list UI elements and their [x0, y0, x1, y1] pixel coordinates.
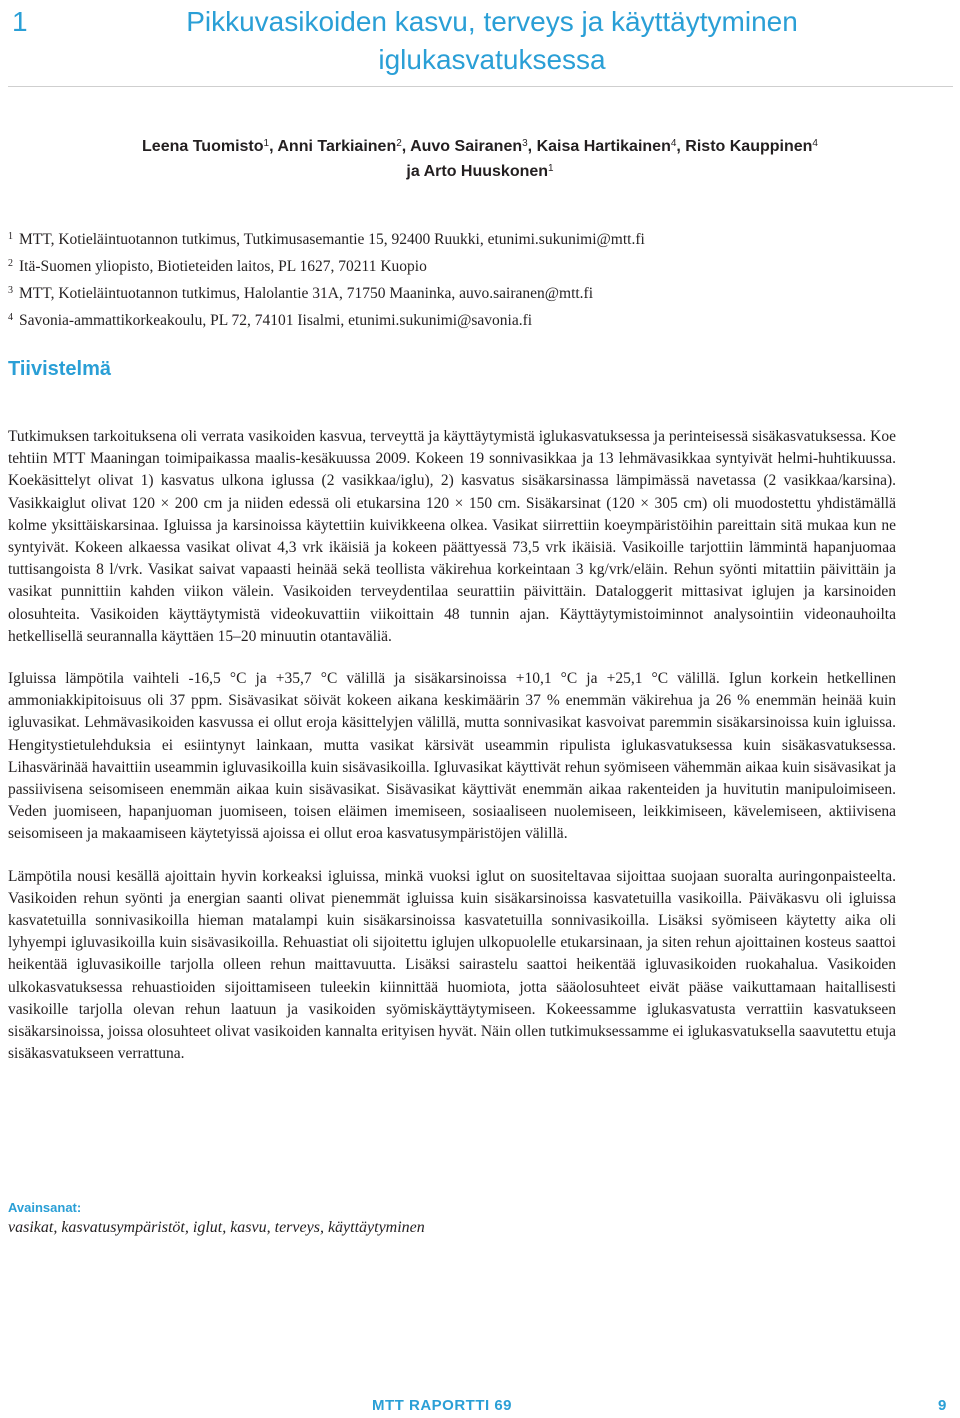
keywords-text: vasikat, kasvatusympäristöt, iglut, kasvu, terveys, käyttäytyminen: [8, 1219, 425, 1236]
affiliation-text: MTT, Kotieläintuotannon tutkimus, Tutkimusasemantie 15, 92400 Ruukki, etunimi.sukunimi@mtt.fi: [19, 231, 645, 248]
chapter-number: 1: [12, 6, 28, 37]
author-affiliation-mark: 3: [522, 138, 528, 149]
affiliation-item: [8, 306, 908, 333]
affiliation-item: [8, 252, 908, 279]
affiliation-item: [8, 279, 908, 306]
author-line-1: Leena Tuomisto$^1$, Anni Tarkiainen$^2$, Auvo Sairanen$^3$, Kaisa Hartikainen$^4$, Risto Kauppinen$^4$: [142, 138, 818, 155]
author-name: Leena Tuomisto: [142, 138, 264, 155]
footer-series-title: MTT RAPORTTI 69: [372, 1397, 513, 1414]
abstract-paragraph: Tutkimuksen tarkoituksena oli verrata vasikoiden kasvua, terveyttä ja käyttäytymistä iglukasvatuksessa ja perinteisessä sisäkasvatuksessa. Koe tehtiin MTT Maaningan toimipaikassa maalis-kesäkuussa 2009. Kokeen 19 sonnivasikkaa ja 13 lehmävasikkaa syntyivät helmi-huhtikuussa. Koekäsittelyt olivat 1) kasvatus ulkona iglussa (2 vasikkaa/iglu), 2) kasvatus sisäkarsinassa lämpimässä navetassa (2 vasikkaa/karsina). Vasikkaiglut olivat 120 × 200 cm ja niiden edessä oli etukarsina 120 × 150 cm. Sisäkarsinat (120 × 305 cm) oli muodostettu yhdistämällä kolme yksittäiskarsinaa. Igluissa ja karsinoissa käytettiin kuivikkeena olkea. Vasikat siirrettiin koeympäristöihin pareittain sitä mukaa kun ne syntyivät. Kokeen alkaessa vasikat olivat 4,3 vrk ikäisiä ja kokeen päättyessä 73,5 vrk ikäisiä. Vasikoille tarjottiin lämmintä hapanjuomaa tuttisangoista 8 l/vrk. Vasikat saivat vapaasti heinää sekä teollista väkirehua korkeintaan 3 kg/vrk/eläin. Rehun syönti mitattiin päivittäin ja vasikat punnittiin kahden viikon välein. Vasikoiden terveydentilaa seurattiin päivittäin. Dataloggerit mittasivat iglujen ja karsinoiden olosuhteita. Vasikoiden käyttäytymistä videokuvattiin viikoittain 48 tunnin ajan. Käyttäytymistoiminnot analysointiin videonauhoilta hetkellisellä seurannalla käyttäen 15–20 minuutin otantaväliä.: [8, 428, 896, 645]
affiliation-number: 1: [8, 231, 13, 242]
affiliation-text: Itä-Suomen yliopisto, Biotieteiden laitos, PL 1627, 70211 Kuopio: [19, 258, 427, 275]
author-name: Auvo Sairanen: [410, 138, 523, 155]
affiliation-item: [8, 225, 908, 252]
abstract-heading: Tiivistelmä: [8, 358, 112, 380]
author-affiliation-mark: 1: [548, 163, 554, 174]
author-list: [0, 133, 960, 183]
affiliation-text: MTT, Kotieläintuotannon tutkimus, Halolantie 31A, 71750 Maaninka, auvo.sairanen@mtt.fi: [19, 285, 594, 302]
keywords-label: Avainsanat:: [8, 1200, 82, 1215]
abstract-body: [8, 426, 896, 1085]
affiliation-number: 4: [8, 312, 13, 323]
author-affiliation-mark: 2: [396, 138, 402, 149]
author-name: Kaisa Hartikainen: [536, 138, 671, 155]
header-divider: [8, 86, 953, 87]
chapter-title-line-2: iglukasvatuksessa: [378, 44, 606, 75]
author-affiliation-mark: 4: [812, 138, 818, 149]
author-line-2: [0, 158, 960, 183]
abstract-paragraph: Lämpötila nousi kesällä ajoittain hyvin korkeaksi igluissa, minkä vuoksi iglut on suositeltavaa sijoittaa suojaan suoralta auringonpaisteelta. Vasikoiden rehun syönti ja energian saanti olivat pienemmät igluissa kuin sisäkarsinoissa kasvatetuilla vasikoilla. Päiväkasvu oli igluissa kasvatetuilla sonnivasikoilla hieman matalampi kuin sisäkarsinoissa kasvatetuilla sonnivasikoilla. Lisäksi syömiseen käytetty aika oli lyhyempi igluvasikoilla kuin sisävasikoilla. Rehuastiat oli sijoitettu iglujen ulkopuolelle etukarsinaan, ja siten rehun ajoittainen kosteus saattoi heikentää igluvasikoille tarjolla olleen rehun maittavuutta. Lisäksi sairastelu saattoi heikentää igluvasikoiden ruokahalua. Vasikoiden ulkokasvatuksessa rehuastioiden sijoittamiseen tuleekin kiinnittää huomiota, jotta sääolosuhteet eivät pääse vaikuttamaan haitallisesti vasikoille tarjolla olevan rehun laatuun ja vasikoiden syömiskäyttäytymiseen. Kokeessamme iglukasvatusta verrattiin kasvatukseen sisäkarsinoissa, joissa olosuhteet olivat vasikoiden kannalta erityisen hyvät. Näin ollen tutkimuksessamme ei iglukasvatuksella saavutettu etuja sisäkasvatukseen verrattuna.: [8, 867, 896, 1063]
affiliation-list: [8, 225, 908, 333]
chapter-title-line-1: Pikkuvasikoiden kasvu, terveys ja käyttäytyminen: [186, 6, 798, 37]
affiliation-number: 2: [8, 258, 13, 269]
author-name: Anni Tarkiainen: [277, 138, 397, 155]
abstract-paragraph: Igluissa lämpötila vaihteli -16,5 °C ja +35,7 °C välillä ja sisäkarsinoissa +10,1 °C ja +25,1 °C välillä. Iglun korkein hetkellinen ammoniakkipitoisuus oli 37 ppm. Sisävasikat söivät kokeen aikana keskimäärin 37 % enemmän väkirehua ja 26 % enemmän heinää kuin igluvasikat. Lehmävasikoiden kasvussa ei ollut eroja käsittelyjen välillä, mutta sonnivasikat kasvoivat paremmin sisäkarsinoissa kuin igluissa. Hengitystietulehduksia ei esiintynyt lainkaan, mutta vasikat kärsivät useammin ripulista iglukasvatuksessa kuin sisäkasvatuksessa. Lihasvärinää havaittiin useammin igluvasikoilla kuin sisävasikoilla. Igluvasikat käyttivät rehun syömiseen vähemmän aikaa kuin sisävasikat ja passiivisena seisomiseen enemmän aikaa kuin sisävasikat. Sisävasikat käyttivät enemmän aikaa rakenteiden ja huvitutin manipuloimiseen. Veden juomiseen, hapanjuoman juomiseen, toisen eläimen imemiseen, sosiaaliseen nuolemiseen, leikkimiseen, kävelemiseen, aktiivisena seisomiseen ja makaamiseen käytetyissä ajoissa ei ollut eroa kasvatusympäristöjen välillä.: [8, 670, 896, 843]
author-affiliation-mark: 1: [263, 138, 270, 149]
author-name: ja Arto Huuskonen: [406, 163, 549, 180]
author-affiliation-mark: 4: [670, 138, 677, 149]
chapter-title: [67, 3, 917, 79]
author-name: Risto Kauppinen: [685, 138, 813, 155]
affiliation-text: Savonia-ammattikorkeakoulu, PL 72, 74101 Iisalmi, etunimi.sukunimi@savonia.fi: [19, 312, 533, 329]
page-number: 9: [938, 1397, 947, 1414]
affiliation-number: 3: [8, 285, 13, 296]
